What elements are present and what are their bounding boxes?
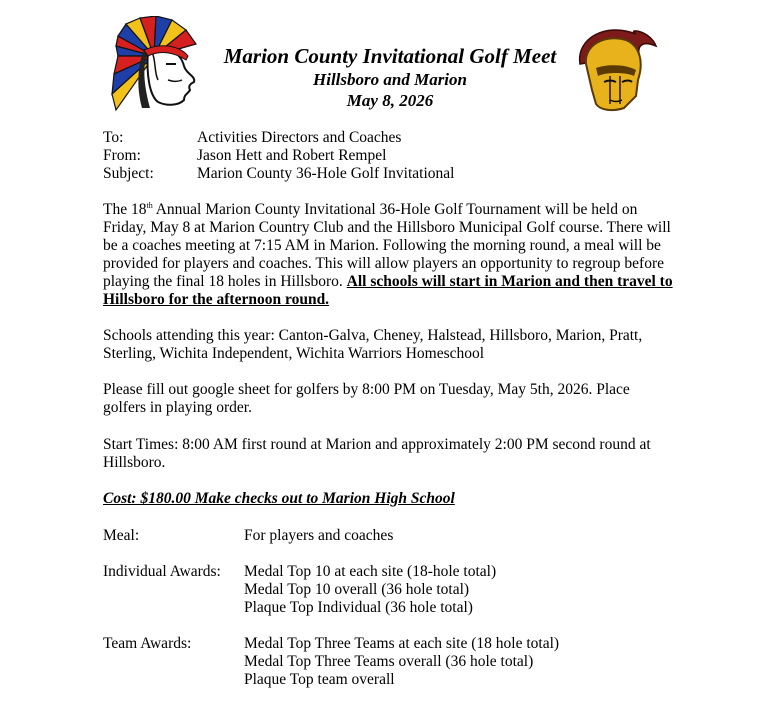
schools-paragraph: Schools attending this year: Canton-Galva, Cheney, Halstead, Hillsboro, Marion, Pratt, Sterling, Wichita Independent, Wichita Warriors Homeschool [103,327,643,362]
intro-text-start: The 18 [103,201,147,218]
page-title: Marion County Invitational Golf Meet [223,44,557,68]
cost-line [103,490,673,508]
intro-paragraph [103,201,673,309]
team-awards-label: Team Awards: [103,635,192,652]
memo-subject-value: Marion County 36-Hole Golf Invitational [197,165,455,182]
memo-to-label: To: [103,129,124,146]
meal-value: For players and coaches [244,527,394,544]
individual-award-item: Medal Top 10 at each site (18-hole total) [244,563,497,580]
team-award-item: Medal Top Three Teams at each site (18 hole total) [244,635,560,652]
team-award-item: Medal Top Three Teams overall (36 hole total) [244,653,534,670]
cost-text: Cost: $180.00 Make checks out to Marion High School [103,490,455,507]
memo-to [103,129,401,147]
ordinal-suffix: th [146,200,153,210]
team-award-item: Plaque Top team overall [244,671,395,688]
event-date: May 8, 2026 [346,91,434,110]
individual-award-item: Plaque Top Individual (36 hole total) [244,599,473,616]
memo-from [103,147,386,165]
meal-label: Meal: [103,527,140,544]
intro-text-body: Annual Marion County Invitational 36-Hole Golf Tournament will be held on Friday, May 8 at Marion Country Club and the Hillsboro Municipal Golf course. There will be a coaches meeting at 7:15 AM in Marion. Following the morning round, a meal will be provided for players and coaches. This will allow players an opportunity to regroup before playing the final 18 holes in Hillsboro. [103,201,671,290]
signup-paragraph: Please fill out google sheet for golfers by 8:00 PM on Tuesday, May 5th, 2026. Place golfers in playing order. [103,381,630,416]
memo-from-label: From: [103,147,141,164]
individual-award-item: Medal Top 10 overall (36 hole total) [244,581,470,598]
trojan-helmet-mascot-logo [566,24,662,114]
start-times-paragraph: Start Times: 8:00 AM first round at Marion and approximately 2:00 PM second round at Hillsboro. [103,436,651,471]
letterhead [200,44,580,111]
intro-bold-note: All schools will start in Marion and then travel to Hillsboro for the afternoon round. [103,273,673,308]
indian-chief-mascot-logo [104,16,204,112]
page-subtitle: Hillsboro and Marion [313,70,467,89]
individual-awards-label: Individual Awards: [103,563,221,580]
memo-to-value: Activities Directors and Coaches [197,129,402,146]
memo-subject-label: Subject: [103,165,154,182]
memo-from-value: Jason Hett and Robert Rempel [197,147,387,164]
memo-subject [103,165,454,183]
